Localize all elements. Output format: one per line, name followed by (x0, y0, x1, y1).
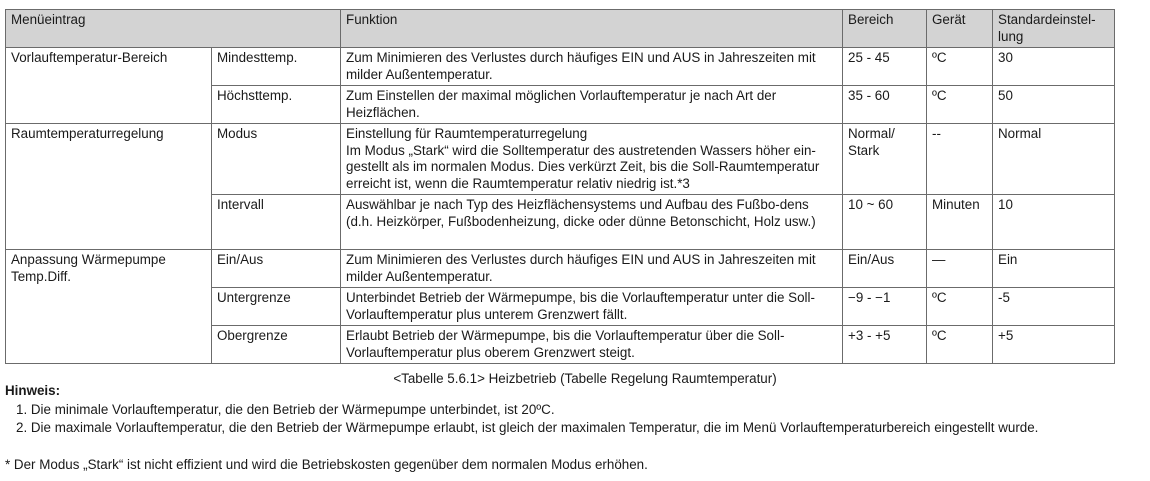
unit-cell: -- (927, 124, 993, 195)
settings-table (5, 9, 1115, 364)
sub-entry-cell: Mindesttemp. (212, 48, 341, 86)
function-cell: Zum Einstellen der maximal möglichen Vorlauftemperatur je nach Art der Heizflächen. (341, 86, 843, 124)
range-cell: 10 ~ 60 (843, 195, 927, 250)
range-cell: Ein/Aus (843, 250, 927, 288)
table-row (6, 124, 1115, 195)
default-cell: Normal (993, 124, 1115, 195)
default-cell: 50 (993, 86, 1115, 124)
range-line: Normal/ (848, 126, 895, 141)
unit-cell: Minuten (927, 195, 993, 250)
sub-entry-cell: Untergrenze (212, 288, 341, 326)
range-cell: −9 - −1 (843, 288, 927, 326)
sub-entry-cell: Höchsttemp. (212, 86, 341, 124)
menu-entry-cell: Vorlauftemperatur-Bereich (6, 48, 212, 124)
menu-entry-line: Temp.Diff. (11, 268, 72, 284)
footnote: * Der Modus „Stark“ ist nicht effizient und wird die Betriebskosten gegenüber dem normalen Modus erhöhen. (5, 457, 648, 472)
function-line: erreicht ist, wenn die Raumtemperatur relativ niedrig ist.*3 (346, 175, 690, 191)
default-cell: +5 (993, 326, 1115, 364)
function-cell (341, 124, 843, 195)
function-line: Einstellung für Raumtemperaturregelung (346, 126, 588, 141)
range-cell: 25 - 45 (843, 48, 927, 86)
sub-entry-cell: Ein/Aus (212, 250, 341, 288)
note-item: 2. Die maximale Vorlauftemperatur, die den Betrieb der Wärmepumpe erlaubt, ist gleich der maximalen Temperatur, die im Menü Vorlauftemperaturbereich eingestellt wurde. (16, 419, 1039, 435)
table-header-row (6, 10, 1115, 48)
header-function: Funktion (341, 10, 843, 48)
menu-entry-cell (6, 250, 212, 364)
function-cell: Zum Minimieren des Verlustes durch häufiges EIN und AUS in Jahreszeiten mit milder Außentemperatur. (341, 48, 843, 86)
unit-cell: — (927, 250, 993, 288)
table-row (6, 250, 1115, 288)
function-line: Im Modus „Stark“ wird die Solltemperatur des austretenden Wassers höher ein- (346, 142, 816, 158)
header-default (993, 10, 1115, 48)
menu-entry-line: Anpassung Wärmepumpe (11, 252, 166, 267)
unit-cell: ºC (927, 288, 993, 326)
sub-entry-cell: Modus (212, 124, 341, 195)
header-default-line1: Standardeinstel- (998, 12, 1096, 27)
range-line: Stark (848, 142, 880, 158)
function-cell: Erlaubt Betrieb der Wärmepumpe, bis die Vorlauftemperatur über die Soll-Vorlauftemperatur plus oberem Grenzwert steigt. (341, 326, 843, 364)
range-cell: 35 - 60 (843, 86, 927, 124)
menu-entry-cell: Raumtemperaturregelung (6, 124, 212, 250)
function-cell: Unterbindet Betrieb der Wärmepumpe, bis die Vorlauftemperatur unter die Soll-Vorlauftemperatur plus unterem Grenzwert fällt. (341, 288, 843, 326)
function-cell: Auswählbar je nach Typ des Heizflächensystems und Aufbau des Fußbo-dens (d.h. Heizkörper, Fußbodenheizung, dicke oder dünne Betonschicht, Holz usw.) (341, 195, 843, 250)
default-cell: Ein (993, 250, 1115, 288)
unit-cell: ºC (927, 48, 993, 86)
default-cell: -5 (993, 288, 1115, 326)
header-range: Bereich (843, 10, 927, 48)
unit-cell: ºC (927, 86, 993, 124)
range-cell (843, 124, 927, 195)
table-row (6, 48, 1115, 86)
header-menu-entry: Menüeintrag (6, 10, 341, 48)
function-line: gestellt als im normalen Modus. Dies verkürzt Zeit, bis die Soll-Raumtemperatur (346, 159, 820, 174)
header-unit: Gerät (927, 10, 993, 48)
header-default-line2: lung (998, 28, 1024, 44)
default-cell: 10 (993, 195, 1115, 250)
function-cell: Zum Minimieren des Verlustes durch häufiges EIN und AUS in Jahreszeiten mit milder Außentemperatur. (341, 250, 843, 288)
range-cell: +3 - +5 (843, 326, 927, 364)
unit-cell: ºC (927, 326, 993, 364)
table-caption: <Tabelle 5.6.1> Heizbetrieb (Tabelle Regelung Raumtemperatur) (393, 371, 777, 386)
sub-entry-cell: Intervall (212, 195, 341, 250)
default-cell: 30 (993, 48, 1115, 86)
notes-list (16, 401, 1126, 436)
note-item: 1. Die minimale Vorlauftemperatur, die den Betrieb der Wärmepumpe unterbindet, ist 20ºC. (16, 402, 555, 417)
sub-entry-cell: Obergrenze (212, 326, 341, 364)
notes-title: Hinweis: (5, 383, 61, 398)
